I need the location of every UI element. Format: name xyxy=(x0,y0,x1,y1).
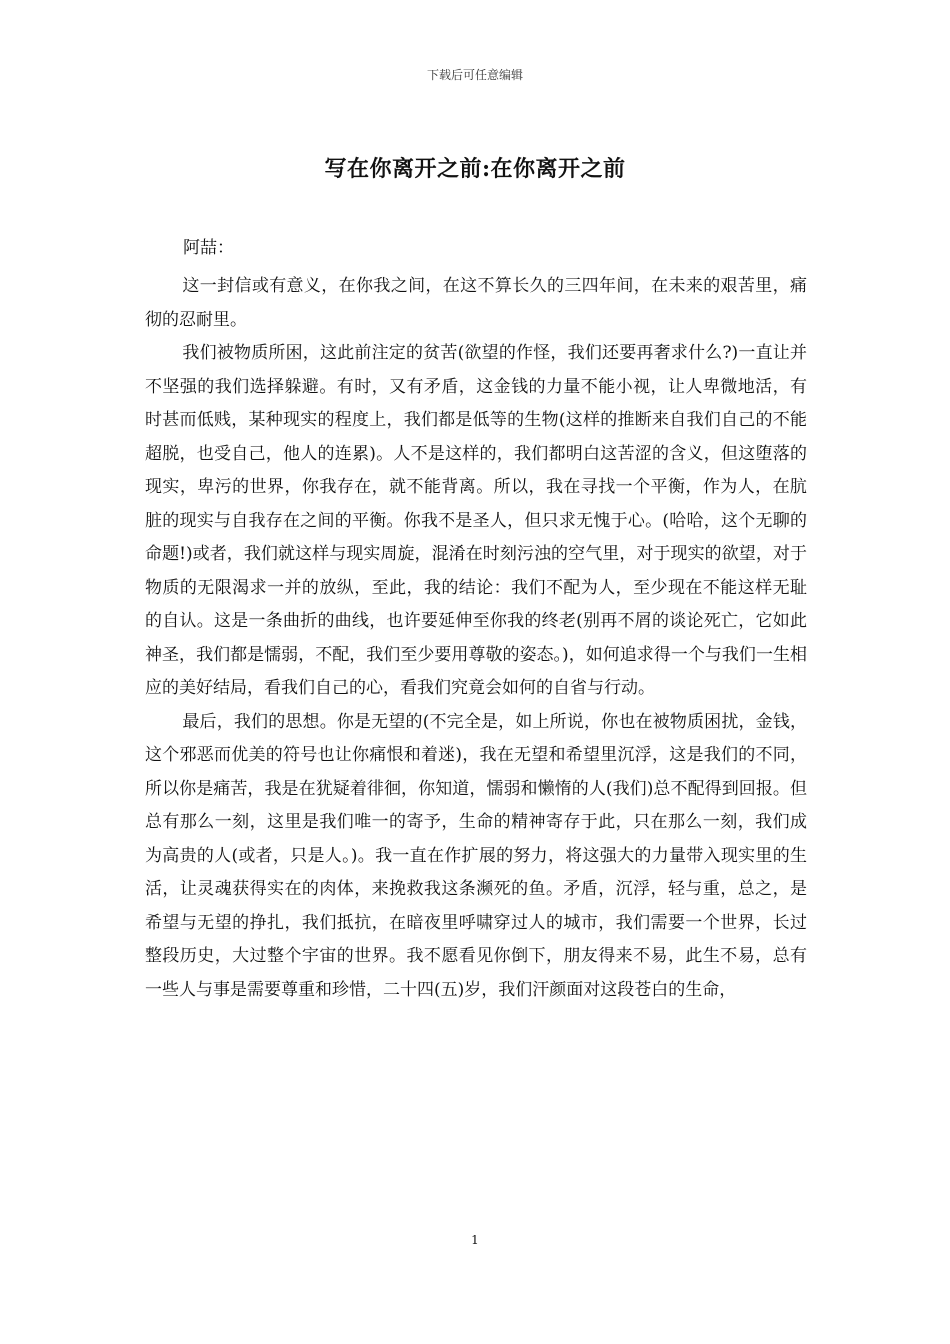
letter-body xyxy=(145,270,807,1007)
page-header: 下载后可任意编辑 xyxy=(426,68,523,82)
document-title: 写在你离开之前:在你离开之前 xyxy=(324,156,626,182)
paragraph-1: 这一封信或有意义，在你我之间，在这不算长久的三四年间，在未来的艰苦里，痛彻的忍耐里。 xyxy=(145,276,807,330)
page-number: 1 xyxy=(471,1233,479,1247)
salutation: 阿喆： xyxy=(183,238,234,258)
paragraph-3: 最后，我们的思想。你是无望的(不完全是，如上所说，你也在被物质困扰，金钱，这个邪恶而优美的符号也让你痛恨和着迷)，我在无望和希望里沉浮，这是我们的不同，所以你是痛苦，我是在犹疑着徘徊，你知道，懦弱和懒惰的人(我们)总不配得到回报。但总有那么一刻，这里是我们唯一的寄予，生命的精神寄存于此，只在那么一刻，我们成为高贵的人(或者，只是人。)。我一直在作扩展的努力，将这强大的力量带入现实里的生活，让灵魂获得实在的肉体，来挽救我这条濒死的鱼。矛盾，沉浮，轻与重，总之，是希望与无望的挣扎，我们抵抗，在暗夜里呼啸穿过人的城市，我们需要一个世界，长过整段历史，大过整个宇宙的世界。我不愿看见你倒下，朋友得来不易，此生不易，总有一些人与事是需要尊重和珍惜，二十四(五)岁，我们汗颜面对这段苍白的生命， xyxy=(145,711,807,1000)
paragraph-2: 我们被物质所困，这此前注定的贫苦(欲望的作怪，我们还要再奢求什么?)一直让并不坚强的我们选择躲避。有时，又有矛盾，这金钱的力量不能小视，让人卑微地活，有时甚而低贱，某种现实的程度上，我们都是低等的生物(这样的推断来自我们自己的不能超脱，也受自己，他人的连累)。人不是这样的，我们都明白这苦涩的含义，但这堕落的现实，卑污的世界，你我存在，就不能背离。所以，我在寻找一个平衡，作为人，在肮脏的现实与自我存在之间的平衡。你我不是圣人，但只求无愧于心。(哈哈，这个无聊的命题!)或者，我们就这样与现实周旋，混淆在时刻污浊的空气里，对于现实的欲望，对于物质的无限渴求一并的放纵，至此，我的结论：我们不配为人，至少现在不能这样无耻的自认。这是一条曲折的曲线，也许要延伸至你我的终老(别再不屑的谈论死亡，它如此神圣，我们都是懦弱，不配，我们至少要用尊敬的姿态。)，如何追求得一个与我们一生相应的美好结局，看我们自己的心，看我们究竟会如何的自省与行动。 xyxy=(145,343,807,698)
